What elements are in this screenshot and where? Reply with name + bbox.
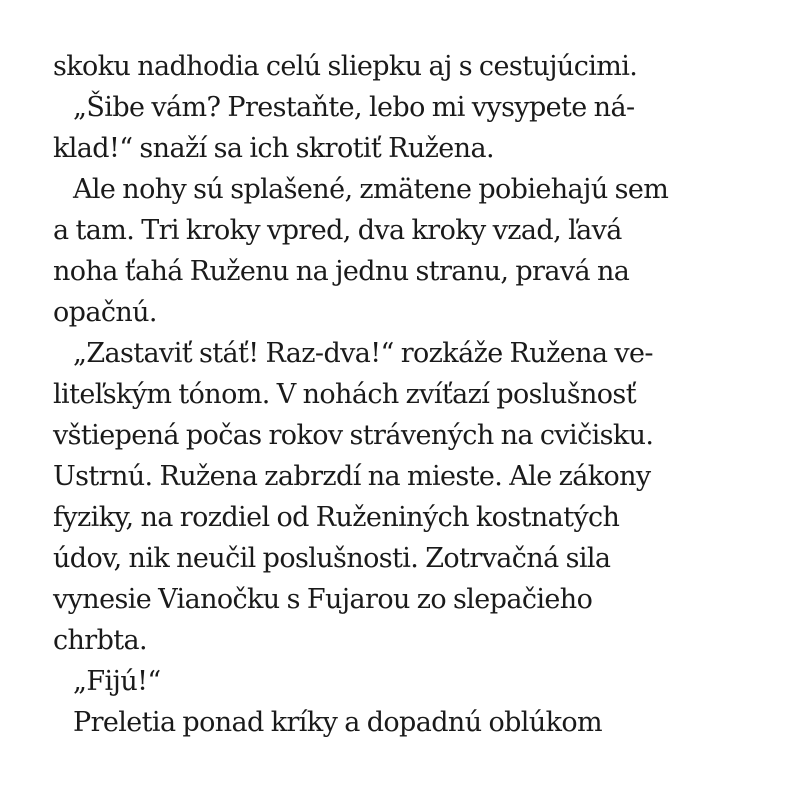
text-line-3: klad!“ snaží sa ich skrotiť Ružena. xyxy=(53,133,494,164)
text-line-5: a tam. Tri kroky vpred, dva kroky vzad, ľavá xyxy=(53,215,622,246)
text-line-13: údov, nik neučil poslušnosti. Zotrvačná sila xyxy=(53,543,611,574)
text-line-6: noha ťahá Ruženu na jednu stranu, pravá na xyxy=(53,256,630,287)
text-line-2: „Šibe vám? Prestaňte, lebo mi vysypete ná- xyxy=(73,92,635,123)
text-line-8: „Zastaviť stáť! Raz-dva!“ rozkáže Ružena ve- xyxy=(73,338,653,369)
text-line-14: vynesie Vianočku s Fujarou zo slepačieho xyxy=(53,584,593,615)
text-line-9: liteľským tónom. V nohách zvíťazí poslušnosť xyxy=(53,379,636,410)
text-line-15: chrbta. xyxy=(53,625,148,656)
text-line-12: fyziky, na rozdiel od Ruženiných kostnatých xyxy=(53,502,620,533)
text-line-4: Ale nohy sú splašené, zmätene pobiehajú sem xyxy=(73,174,669,205)
text-line-7: opačnú. xyxy=(53,297,157,328)
text-line-17: Preletia ponad kríky a dopadnú oblúkom xyxy=(73,707,603,738)
text-line-1: skoku nadhodia celú sliepku aj s cestujúcimi. xyxy=(53,51,638,82)
text-line-10: vštiepená počas rokov strávených na cvičisku. xyxy=(53,420,654,451)
text-line-11: Ustrnú. Ružena zabrzdí na mieste. Ale zákony xyxy=(53,461,651,492)
text-line-16: „Fijú!“ xyxy=(73,666,161,697)
